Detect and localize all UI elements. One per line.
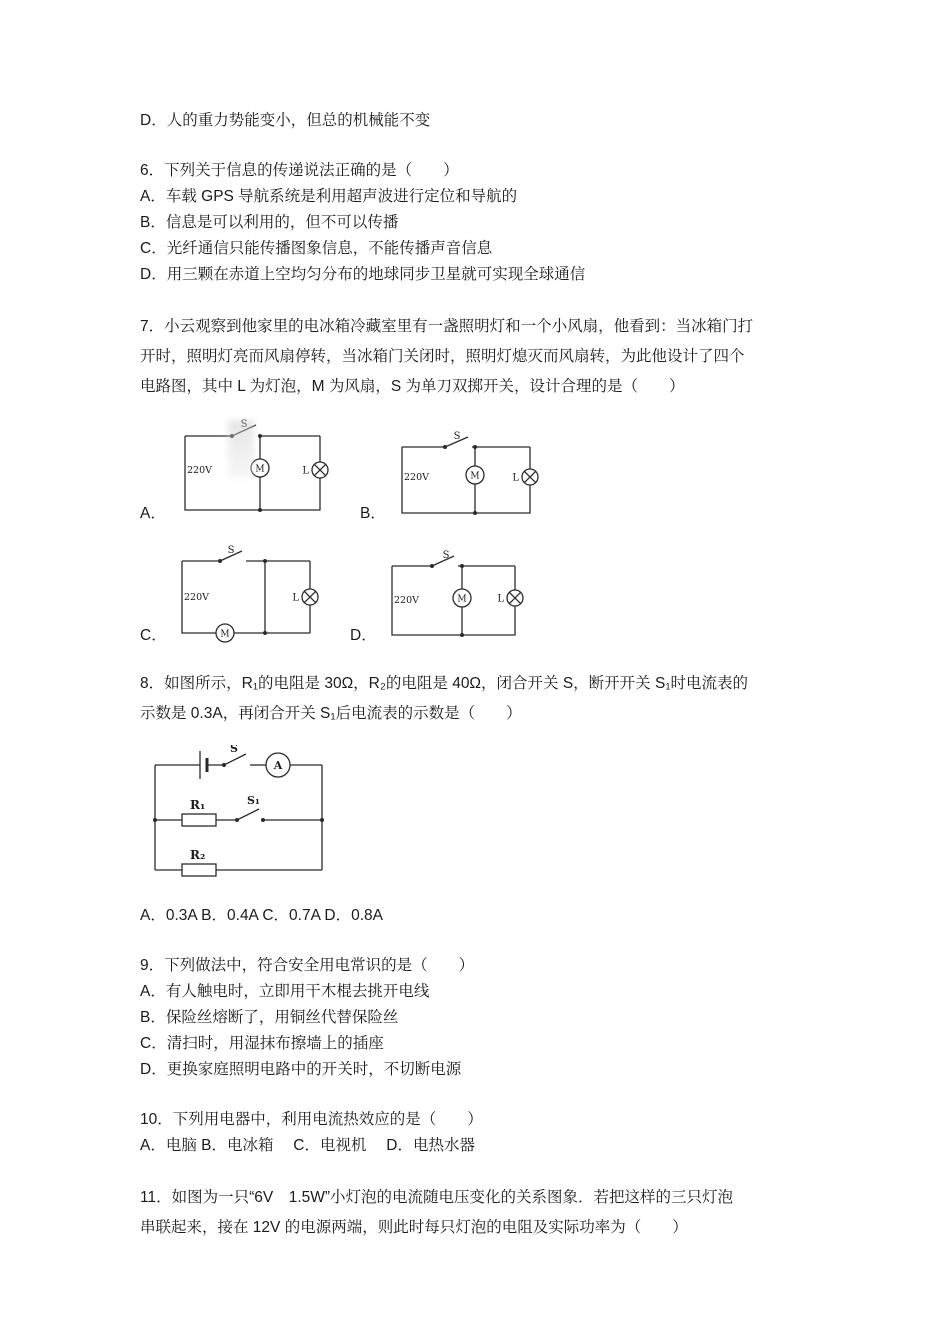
question-8-stem-line-2: 示数是 0.3A，再闭合开关 S₁后电流表的示数是（ ）	[140, 705, 522, 722]
circuit-option-d	[350, 550, 525, 645]
question-9-stem: 9．下列做法中，符合安全用电常识的是（ ）	[140, 957, 475, 974]
question-8-stem-line-1: 8．如图所示，R₁的电阻是 30Ω，R₂的电阻是 40Ω，闭合开关 S，断开开关 S₁时电流表的	[140, 675, 749, 692]
switch-label: S	[230, 745, 238, 755]
question-10-stem: 10．下列用电器中，利用电流热效应的是（ ）	[140, 1111, 483, 1128]
question-7-stem-line-2: 开时，照明灯亮而风扇停转，当冰箱门关闭时，照明灯熄灭而风扇转，为此他设计了四个	[140, 348, 745, 365]
lamp-label: L	[302, 465, 309, 477]
question-9	[140, 953, 820, 1083]
switch-label: S	[453, 431, 461, 442]
circuit-row-cd	[140, 545, 820, 645]
question-8-figure	[140, 745, 820, 885]
circuit-option-c-label: C．	[140, 627, 167, 644]
question-9-option-a: A．有人触电时，立即用干木棍去挑开电线	[140, 983, 430, 1000]
question-7-stem-line-1: 7．小云观察到他家里的电冰箱冷藏室里有一盏照明灯和一个小风扇，他看到：当冰箱门打	[140, 318, 754, 335]
circuit-row-ab	[140, 418, 820, 523]
voltage-label: 220V	[184, 592, 209, 603]
voltage-label: 220V	[394, 595, 419, 606]
question-6-option-a: A．车载 GPS 导航系统是利用超声波进行定位和导航的	[140, 188, 518, 205]
question-6-option-b: B．信息是可以利用的，但不可以传播	[140, 214, 399, 231]
circuit-diagram-q8	[140, 745, 335, 885]
motor-label: M	[470, 471, 480, 482]
lamp-label: L	[497, 593, 504, 605]
question-10	[140, 1107, 820, 1159]
circuit-option-b-label: B．	[360, 505, 386, 522]
question-6-option-d: D．用三颗在赤道上空均匀分布的地球同步卫星就可实现全球通信	[140, 266, 586, 283]
circuit-diagram-d	[380, 550, 525, 645]
switch-1-label: S₁	[247, 794, 260, 807]
question-8	[140, 669, 820, 929]
question-9-option-c: C．清扫时，用湿抹布擦墙上的插座	[140, 1035, 384, 1052]
circuit-diagram-b	[390, 431, 540, 523]
switch-label: S	[442, 550, 450, 561]
lamp-label: L	[512, 472, 519, 484]
circuit-option-d-label: D．	[350, 627, 377, 644]
question-9-option-b: B．保险丝熔断了，用铜丝代替保险丝	[140, 1009, 399, 1026]
question-7-figure	[140, 418, 820, 645]
lamp-label: L	[292, 592, 299, 604]
voltage-label: 220V	[404, 472, 429, 483]
question-9-option-d: D．更换家庭照明电路中的开关时，不切断电源	[140, 1061, 462, 1078]
question-8-options-line: A．0.3A B．0.4A C．0.7A D．0.8A	[140, 907, 383, 924]
circuit-diagram-a	[170, 418, 330, 523]
circuit-option-a	[140, 418, 330, 523]
ammeter-label: A	[273, 759, 283, 772]
question-11	[140, 1183, 820, 1243]
question-7-stem-line-3: 电路图，其中 L 为灯泡，M 为风扇，S 为单刀双掷开关，设计合理的是（ ）	[140, 378, 685, 395]
switch-label: S	[227, 545, 235, 556]
switch-label: S	[240, 419, 248, 430]
circuit-option-a-label: A．	[140, 505, 166, 522]
question-10-options-line: A．电脑 B．电冰箱 C．电视机 D．电热水器	[140, 1137, 475, 1154]
question-6-stem: 6．下列关于信息的传递说法正确的是（ ）	[140, 162, 459, 179]
motor-label: M	[457, 594, 467, 605]
circuit-option-b	[360, 431, 540, 523]
circuit-option-c	[140, 545, 320, 645]
resistor-1-label: R₁	[190, 798, 206, 812]
question-7	[140, 312, 820, 645]
motor-label: M	[255, 464, 265, 475]
question-11-stem-line-2: 串联起来，接在 12V 的电源两端，则此时每只灯泡的电阻及实际功率为（ ）	[140, 1219, 688, 1236]
voltage-label: 220V	[187, 465, 212, 476]
question-5-option-d: D．人的重力势能变小，但总的机械能不变	[140, 112, 431, 129]
motor-label: M	[220, 629, 230, 640]
circuit-diagram-c	[170, 545, 320, 645]
question-6	[140, 158, 820, 288]
question-11-stem-line-1: 11．如图为一只“6V 1.5W”小灯泡的电流随电压变化的关系图象．若把这样的三只灯泡	[140, 1189, 734, 1206]
resistor-2-label: R₂	[190, 848, 206, 862]
question-6-option-c: C．光纤通信只能传播图象信息，不能传播声音信息	[140, 240, 493, 257]
